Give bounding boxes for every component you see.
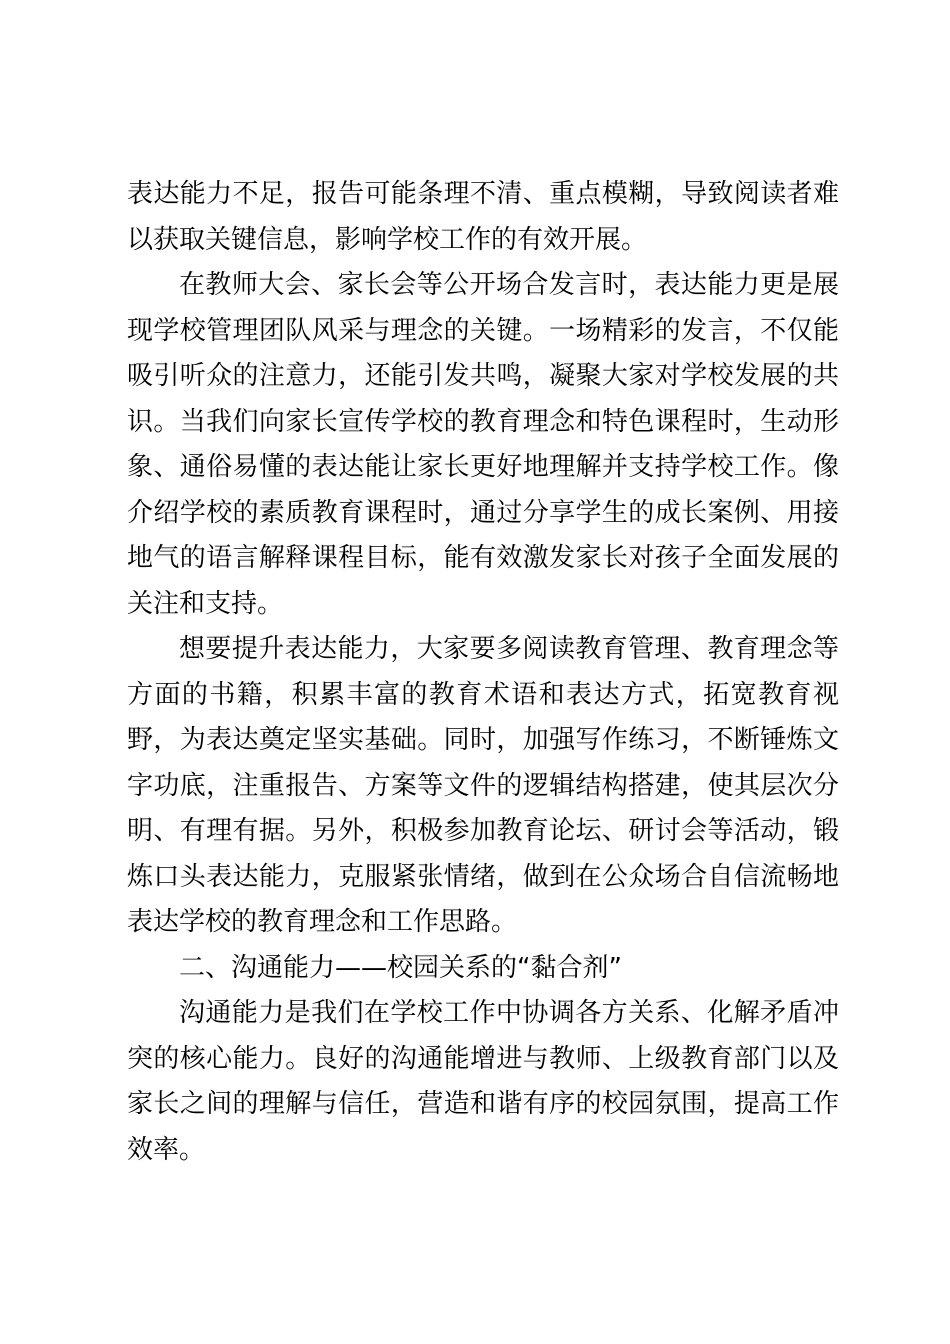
document-body (127, 172, 839, 1173)
paragraph-public-speaking: 在教师大会、家长会等公开场合发言时，表达能力更是展现学校管理团队风采与理念的关键。一场精彩的发言，不仅能吸引听众的注意力，还能引发共鸣，凝聚大家对学校发展的共识。当我们向家长宣传学校的教育理念和特色课程时，生动形象、通俗易懂的表达能让家长更好地理解并支持学校工作。像介绍学校的素质教育课程时，通过分享学生的成长案例、用接地气的语言解释课程目标，能有效激发家长对孩子全面发展的关注和支持。 (127, 270, 839, 619)
paragraph-improve-expression: 想要提升表达能力，大家要多阅读教育管理、教育理念等方面的书籍，积累丰富的教育术语和表达方式，拓宽教育视野，为表达奠定坚实基础。同时，加强写作练习，不断锤炼文字功底，注重报告、方案等文件的逻辑结构搭建，使其层次分明、有理有据。另外，积极参加教育论坛、研讨会等活动，锻炼口头表达能力，克服紧张情绪，做到在公众场合自信流畅地表达学校的教育理念和工作思路。 (127, 634, 839, 937)
paragraph-communication-ability: 沟通能力是我们在学校工作中协调各方关系、化解矛盾冲突的核心能力。良好的沟通能增进与教师、上级教育部门以及家长之间的理解与信任，营造和谐有序的校园氛围，提高工作效率。 (127, 998, 839, 1165)
section-heading-communication: 二、沟通能力——校园关系的“黏合剂” (179, 952, 622, 983)
paragraph-continuation: 表达能力不足，报告可能条理不清、重点模糊，导致阅读者难以获取关键信息，影响学校工作的有效开展。 (127, 179, 839, 255)
